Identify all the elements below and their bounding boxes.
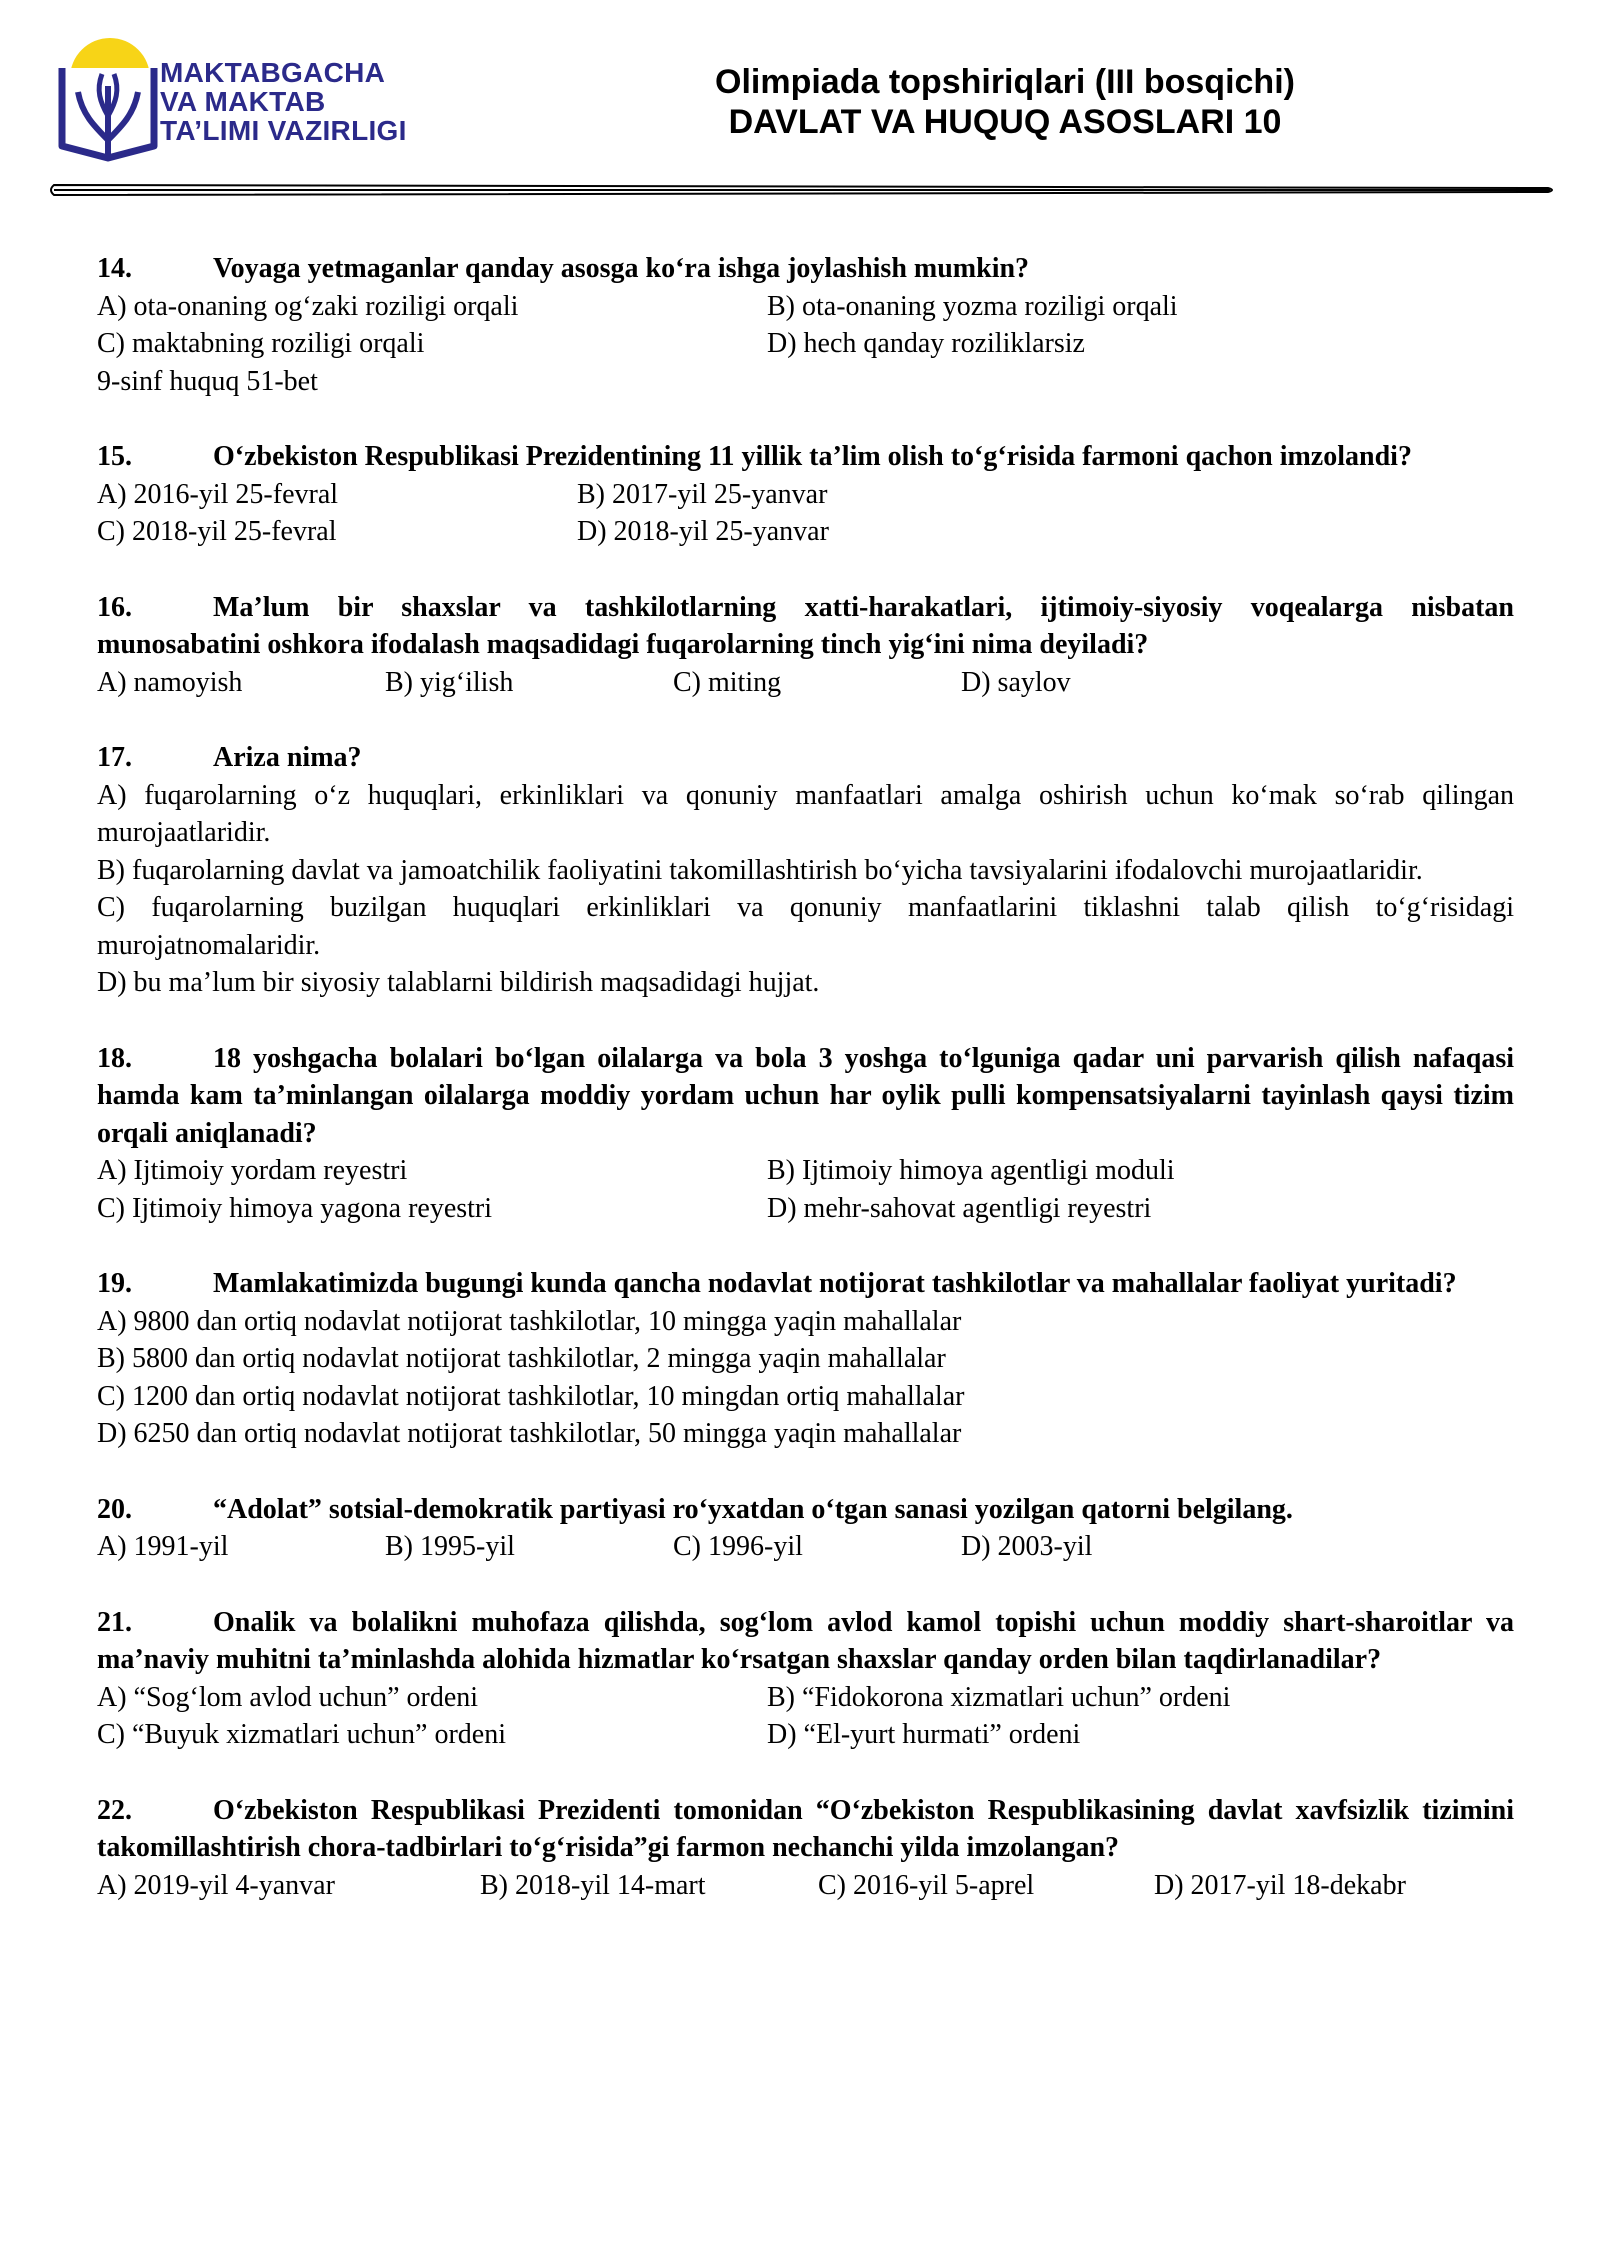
question-block bbox=[97, 250, 1514, 400]
question-body: “Adolat” sotsial-demokratik partiyasi ro‘yxatdan o‘tgan sanasi yozilgan qatorni belgilang. bbox=[213, 1493, 1293, 1525]
option-d: D) bu ma’lum bir siyosiy talablarni bildirish maqsadidagi hujjat. bbox=[97, 967, 820, 998]
options-row bbox=[97, 1528, 1514, 1566]
options-row bbox=[97, 1190, 1514, 1228]
option-b: B) yig‘ilish bbox=[385, 666, 514, 698]
option-c: C) fuqarolarning buzilgan huquqlari erkinliklari va qonuniy manfaatlarini tiklashni talab qilish to‘g‘risidagi murojatnomalaridir. bbox=[97, 892, 1514, 961]
option-c: C) 2016-yil 5-aprel bbox=[818, 1869, 1035, 1901]
option-c: C) 2018-yil 25-fevral bbox=[97, 516, 337, 547]
question-text bbox=[97, 1792, 1514, 1867]
question-text bbox=[97, 739, 1514, 777]
option-d: D) 2017-yil 18-dekabr bbox=[1154, 1869, 1406, 1901]
question-number: 17. bbox=[97, 742, 132, 773]
question-number: 21. bbox=[97, 1606, 132, 1638]
questions-list bbox=[97, 250, 1514, 1942]
option-b: B) 2018-yil 14-mart bbox=[480, 1869, 706, 1901]
question-body: 18 yoshgacha bolalari bo‘lgan oilalarga va bola 3 yoshga to‘lguniga qadar uni parvarish qilish nafaqasi hamda kam ta’minlangan oilalarga moddiy yordam uchun har oylik pulli kompensatsiyalarni tayinlash qaysi tizim orqali aniqlanadi? bbox=[97, 1042, 1514, 1149]
option-c: C) maktabning roziligi orqali bbox=[97, 328, 425, 359]
options-row bbox=[97, 1679, 1514, 1717]
ministry-name-line: MAKTABGACHA bbox=[160, 57, 386, 88]
question-body: O‘zbekiston Respublikasi Prezidentining 11 yillik ta’lim olish to‘g‘risida farmoni qachon imzolandi? bbox=[213, 441, 1412, 472]
option-a: A) “Sog‘lom avlod uchun” ordeni bbox=[97, 1681, 479, 1713]
title-line-2: DAVLAT VA HUQUQ ASOSLARI 10 bbox=[728, 103, 1282, 141]
options-row bbox=[97, 288, 1514, 326]
option-a: A) namoyish bbox=[97, 666, 243, 698]
question-body: O‘zbekiston Respublikasi Prezidenti tomonidan “O‘zbekiston Respublikasining davlat xavfsizlik tizimini takomillashtirish chora-tadbirlari to‘g‘risida”gi farmon nechanchi yilda imzolangan? bbox=[97, 1794, 1514, 1863]
question-block bbox=[97, 1604, 1514, 1754]
ministry-logo-icon bbox=[48, 34, 168, 162]
option-a: A) 2019-yil 4-yanvar bbox=[97, 1869, 335, 1901]
question-body: Mamlakatimizda bugungi kunda qancha nodavlat notijorat tashkilotlar va mahallalar faoliyat yuritadi? bbox=[213, 1268, 1457, 1299]
option-c: C) 1200 dan ortiq nodavlat notijorat tashkilotlar, 10 mingdan ortiq mahallalar bbox=[97, 1380, 965, 1412]
question-number: 20. bbox=[97, 1493, 132, 1525]
option-a: A) ota-onaning og‘zaki roziligi orqali bbox=[97, 290, 519, 322]
question-text bbox=[97, 1491, 1514, 1529]
question-text bbox=[97, 1040, 1514, 1153]
option-b: B) 2017-yil 25-yanvar bbox=[577, 478, 828, 510]
question-text bbox=[97, 1265, 1514, 1303]
option-c: C) 1996-yil bbox=[673, 1531, 803, 1562]
option-b: B) fuqarolarning davlat va jamoatchilik faoliyatini takomillashtirish bo‘yicha tavsiyalarini ifodalovchi murojaatlaridir. bbox=[97, 854, 1423, 886]
option-c: C) Ijtimoiy himoya yagona reyestri bbox=[97, 1192, 493, 1224]
option-d: D) 2003-yil bbox=[961, 1531, 1093, 1562]
question-number: 18. bbox=[97, 1042, 132, 1074]
ministry-name bbox=[160, 58, 407, 145]
options-row bbox=[97, 1867, 1514, 1905]
question-block bbox=[97, 1040, 1514, 1228]
question-text bbox=[97, 250, 1514, 288]
option-d: D) 6250 dan ortiq nodavlat notijorat tashkilotlar, 50 mingga yaqin mahallalar bbox=[97, 1418, 962, 1449]
ministry-name-line: TA’LIMI VAZIRLIGI bbox=[160, 115, 407, 146]
option-a: A) Ijtimoiy yordam reyestri bbox=[97, 1155, 408, 1186]
question-block bbox=[97, 1265, 1514, 1453]
option-b: B) ota-onaning yozma roziligi orqali bbox=[767, 290, 1178, 322]
question-block bbox=[97, 1491, 1514, 1566]
option-b: B) 5800 dan ortiq nodavlat notijorat tashkilotlar, 2 mingga yaqin mahallalar bbox=[97, 1343, 946, 1374]
question-text bbox=[97, 1604, 1514, 1679]
option-a: A) 1991-yil bbox=[97, 1531, 229, 1562]
option-a: A) 2016-yil 25-fevral bbox=[97, 478, 339, 510]
source-note: 9-sinf huquq 51-bet bbox=[97, 365, 318, 397]
document-title bbox=[620, 62, 1390, 142]
option-d: D) “El-yurt hurmati” ordeni bbox=[767, 1719, 1081, 1750]
question-body: Ariza nima? bbox=[213, 742, 362, 773]
options-row bbox=[97, 325, 1514, 363]
question-number: 19. bbox=[97, 1268, 132, 1299]
question-number: 16. bbox=[97, 591, 132, 623]
question-block bbox=[97, 739, 1514, 1002]
question-number: 15. bbox=[97, 441, 132, 472]
option-b: B) Ijtimoiy himoya agentligi moduli bbox=[767, 1155, 1175, 1186]
header-divider bbox=[48, 183, 1558, 197]
question-body: Voyaga yetmaganlar qanday asosga ko‘ra ishga joylashish mumkin? bbox=[213, 253, 1030, 284]
option-c: C) miting bbox=[673, 666, 782, 698]
options-row bbox=[97, 664, 1514, 702]
options-row bbox=[97, 513, 1514, 551]
question-text bbox=[97, 438, 1514, 476]
question-block bbox=[97, 589, 1514, 702]
question-number: 22. bbox=[97, 1794, 132, 1826]
option-b: B) 1995-yil bbox=[385, 1531, 515, 1562]
option-a: A) 9800 dan ortiq nodavlat notijorat tashkilotlar, 10 mingga yaqin mahallalar bbox=[97, 1305, 962, 1337]
question-number: 14. bbox=[97, 253, 132, 284]
option-d: D) 2018-yil 25-yanvar bbox=[577, 516, 829, 547]
option-d: D) saylov bbox=[961, 666, 1071, 698]
question-block bbox=[97, 438, 1514, 551]
question-block bbox=[97, 1792, 1514, 1905]
options-row bbox=[97, 1152, 1514, 1190]
title-line-1: Olimpiada topshiriqlari (III bosqichi) bbox=[715, 63, 1295, 101]
question-body: Ma’lum bir shaxslar va tashkilotlarning xatti-harakatlari, ijtimoiy-siyosiy voqealarga nisbatan munosabatini oshkora ifodalash maqsadidagi fuqarolarning tinch yig‘ini nima deyiladi? bbox=[97, 591, 1514, 660]
question-body: Onalik va bolalikni muhofaza qilishda, sog‘lom avlod kamol topishi uchun moddiy shart-sharoitlar va ma’naviy muhitni ta’minlashda alohida hizmatlar ko‘rsatgan shaxslar qanday orden bilan taqdirlanadilar? bbox=[97, 1606, 1514, 1675]
options-row bbox=[97, 476, 1514, 514]
question-text bbox=[97, 589, 1514, 664]
option-a: A) fuqarolarning o‘z huquqlari, erkinliklari va qonuniy manfaatlari amalga oshirish uchun ko‘mak so‘rab qilingan murojaatlaridir. bbox=[97, 779, 1514, 848]
option-c: C) “Buyuk xizmatlari uchun” ordeni bbox=[97, 1719, 506, 1750]
page-header bbox=[0, 0, 1600, 200]
option-d: D) mehr-sahovat agentligi reyestri bbox=[767, 1192, 1152, 1224]
option-b: B) “Fidokorona xizmatlari uchun” ordeni bbox=[767, 1681, 1231, 1713]
options-row bbox=[97, 1716, 1514, 1754]
option-d: D) hech qanday roziliklarsiz bbox=[767, 328, 1085, 359]
ministry-name-line: VA MAKTAB bbox=[160, 86, 326, 117]
